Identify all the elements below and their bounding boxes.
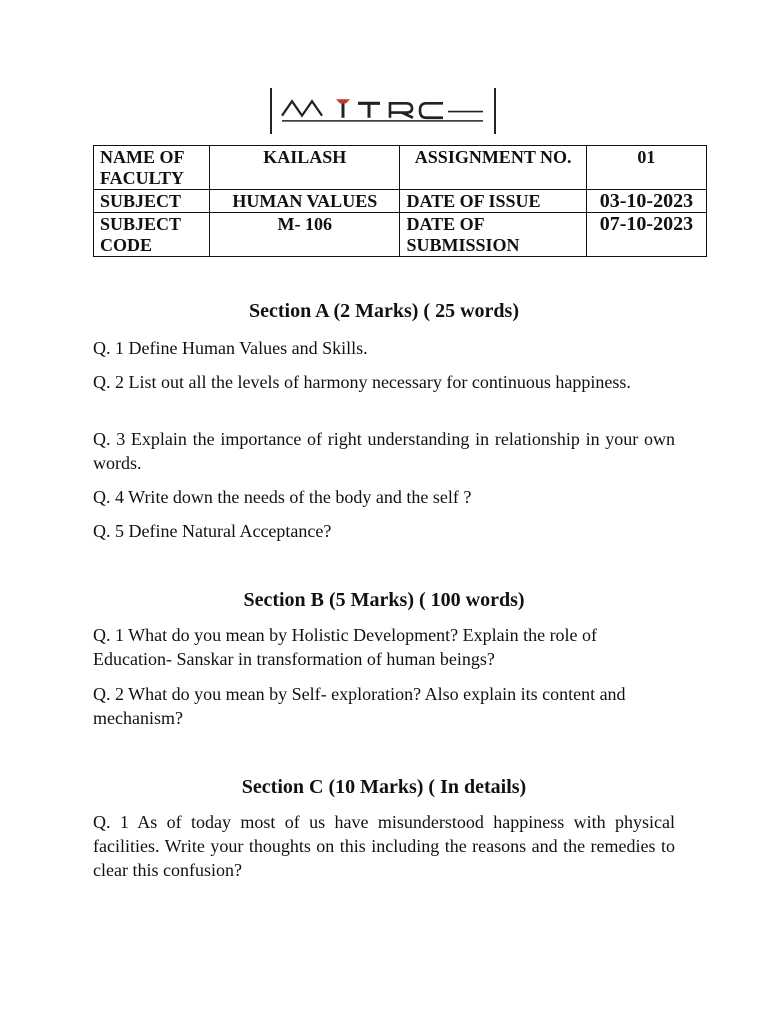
date-of-issue-value: 03-10-2023 <box>586 190 706 213</box>
section-b-title: Section B (5 Marks) ( 100 words) <box>243 589 525 611</box>
assignment-no-label: ASSIGNMENT NO. <box>400 146 586 190</box>
section-b-question-1: Q. 1 What do you mean by Holistic Development? Explain the role of Education- Sanskar in transformation of human beings? <box>93 625 598 669</box>
section-a-question-2: Q. 2 List out all the levels of harmony necessary for continuous happiness. <box>93 372 631 392</box>
table-row <box>94 190 707 213</box>
section-a-question-5: Q. 5 Define Natural Acceptance? <box>93 521 332 541</box>
section-c-question-1: Q. 1 As of today most of us have misunderstood happiness with physical facilities. Write your thoughts on this including the reasons and the remedies to clear this confusion? <box>93 812 675 880</box>
section-a-question-4: Q. 4 Write down the needs of the body and the self ? <box>93 487 472 507</box>
name-of-faculty-label: NAME OF FACULTY <box>94 146 210 190</box>
section-a-question-3: Q. 3 Explain the importance of right understanding in relationship in your own words. <box>93 429 675 473</box>
date-of-issue-label: DATE OF ISSUE <box>400 190 586 213</box>
faculty-name: KAILASH <box>210 146 400 190</box>
logo <box>270 88 496 134</box>
date-of-submission-label: DATE OF SUBMISSION <box>400 213 586 257</box>
mitrc-logo-icon <box>278 93 488 126</box>
table-row <box>94 213 707 257</box>
section-c-title: Section C (10 Marks) ( In details) <box>241 776 527 798</box>
subject-label: SUBJECT <box>94 190 210 213</box>
subject-code-label: SUBJECT CODE <box>94 213 210 257</box>
table-row <box>94 146 707 190</box>
section-a-question-1: Q. 1 Define Human Values and Skills. <box>93 338 368 358</box>
date-of-submission-value: 07-10-2023 <box>586 213 706 257</box>
subject-value: HUMAN VALUES <box>210 190 400 213</box>
section-b-question-2: Q. 2 What do you mean by Self- exploration? Also explain its content and mechanism? <box>93 684 626 728</box>
assignment-info-table <box>93 145 707 257</box>
assignment-no-value: 01 <box>586 146 706 190</box>
subject-code-value: M- 106 <box>210 213 400 257</box>
section-a-title: Section A (2 Marks) ( 25 words) <box>249 300 519 322</box>
